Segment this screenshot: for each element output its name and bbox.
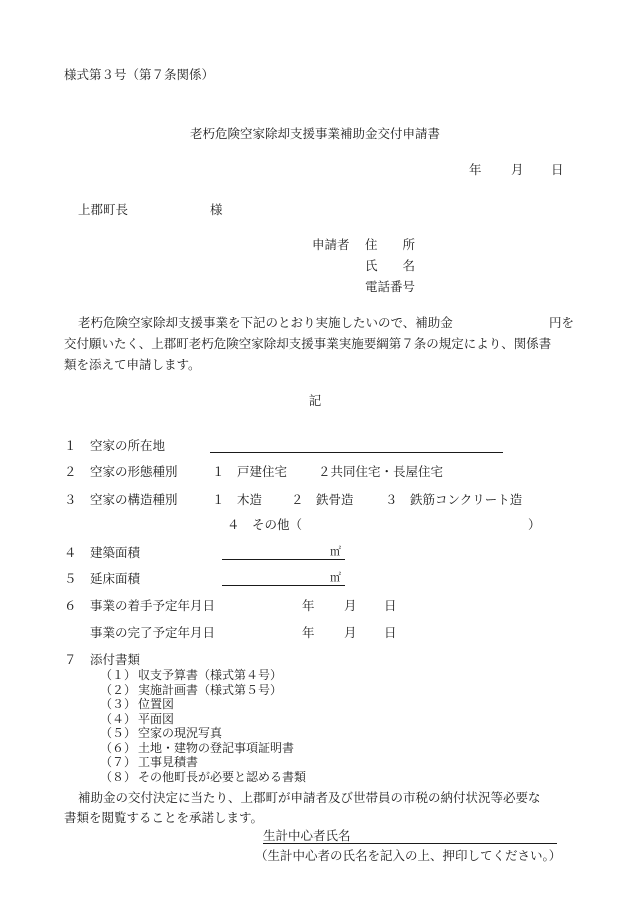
structure-option-wood[interactable]: １ 木造 [212,492,263,507]
list-item: （６） 土地・建物の登記事項証明書 [100,740,295,755]
item-6-number: ６ [64,598,77,613]
household-head-signature-line[interactable] [263,843,557,844]
structure-option-other[interactable]: ４ その他（ [227,517,303,532]
item-2-number: ２ [64,464,77,479]
location-input-line[interactable] [210,452,503,453]
request-text-1: 老朽危険空家除却支援事業を下記のとおり実施したいので、補助金 [78,315,453,330]
item-7-label: 添付書類 [90,652,141,667]
item-3-number: ３ [64,492,77,507]
consent-text-2: 書類を閲覧することを承諾します。 [64,810,264,825]
list-item: （８） その他町長が必要と認める書類 [100,769,307,784]
item-5-label: 延床面積 [90,571,141,586]
applicant-label: 申請者 [312,237,350,252]
list-item: （１） 収支予算書（様式第４号） [100,668,283,682]
end-month: 月 [344,625,357,640]
list-item: （５） 空家の現況写真 [100,726,223,740]
household-head-label: 生計中心者氏名 [263,828,351,843]
addressee-honorific: 様 [210,202,223,217]
list-item: （７） 工事見積書 [100,755,199,769]
request-text-2: 交付願いたく、上郡町老朽危険空家除却支援事業実施要綱第７条の規定により、関係書 [64,336,552,351]
structure-other-close: ） [528,517,541,532]
addressee-name: 上郡町長 [78,202,129,217]
end-date-label: 事業の完了予定年月日 [90,625,216,640]
list-item: （３） 位置図 [100,697,175,711]
item-2-label: 空家の形態種別 [90,464,178,479]
building-area-input-line[interactable] [222,559,345,560]
ki-heading: 記 [308,393,322,408]
date-year: 年 [469,162,482,177]
start-month: 月 [344,598,357,613]
list-item: （２） 実施計画書（様式第５号） [100,682,283,697]
item-1-label: 空家の所在地 [90,438,166,453]
item-4-number: ４ [64,545,77,560]
item-6-label: 事業の着手予定年月日 [90,598,216,613]
item-7-number: ７ [64,652,77,667]
applicant-phone-label: 電話番号 [365,279,416,294]
applicant-address-label: 住 所 [365,237,416,252]
consent-text-1: 補助金の交付決定に当たり、上郡町が申請者及び世帯員の市税の納付状況等必要な [78,790,541,805]
floor-area-unit: ㎡ [330,571,341,584]
building-area-unit: ㎡ [330,545,341,558]
type-option-detached[interactable]: １ 戸建住宅 [212,464,288,479]
date-day: 日 [551,162,564,177]
item-4-label: 建築面積 [90,545,141,560]
structure-option-steel[interactable]: ２ 鉄骨造 [291,492,354,507]
document-title: 老朽危険空家除却支援事業補助金交付申請書 [189,126,440,141]
end-day: 日 [384,625,397,640]
start-year: 年 [302,598,315,613]
list-item: （４） 平面図 [100,711,175,726]
structure-option-rc[interactable]: ３ 鉄筋コンクリート造 [385,492,523,507]
end-year: 年 [302,625,315,640]
item-3-label: 空家の構造種別 [90,492,178,507]
attachment-list [100,668,306,784]
item-5-number: ５ [64,571,77,586]
item-1-number: １ [64,438,77,453]
form-number: 様式第３号（第７条関係） [64,67,215,82]
type-option-shared[interactable]: ２共同住宅・長屋住宅 [318,464,444,479]
household-head-note: （生計中心者の氏名を記入の上、押印してください。） [255,848,562,863]
date-month: 月 [511,162,524,177]
request-yen: 円を [549,315,575,330]
request-text-3: 類を添えて申請します。 [64,357,201,372]
floor-area-input-line[interactable] [222,585,345,586]
start-day: 日 [384,598,397,613]
applicant-name-label: 氏 名 [365,258,416,273]
